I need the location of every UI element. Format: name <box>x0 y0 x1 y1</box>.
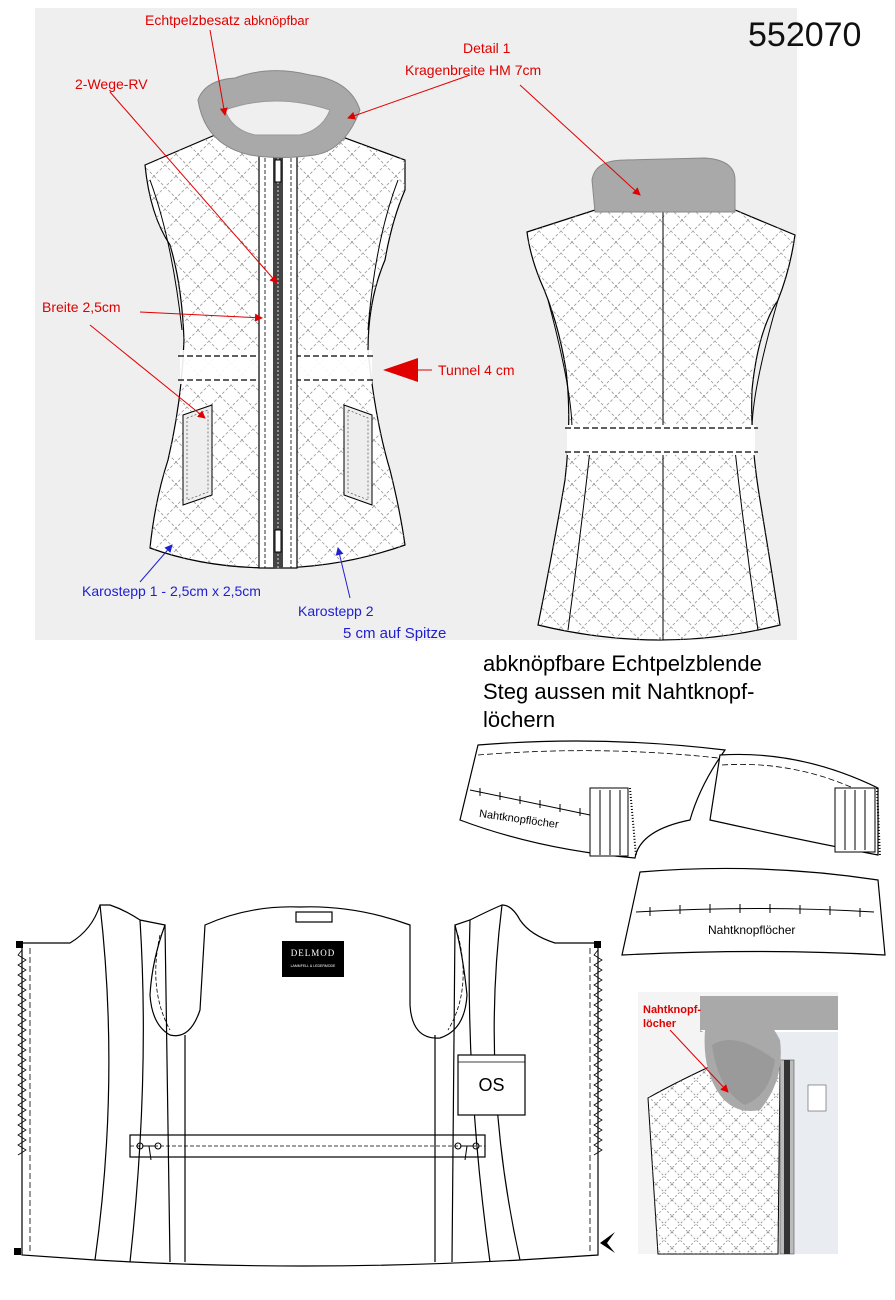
tunnel-arrow <box>383 358 418 382</box>
collar-text-line2: Steg aussen mit Nahtknopf- <box>483 679 755 704</box>
callout-detail-width: Kragenbreite HM 7cm <box>405 62 542 78</box>
collar-piece-3-label: Nahtknopflöcher <box>708 923 796 937</box>
brand-logo: DELMOD <box>290 948 336 958</box>
callout-width: Breite 2,5cm <box>42 299 121 315</box>
collar-piece-1 <box>460 741 725 858</box>
callout-fur-trim <box>145 12 309 28</box>
front-vest <box>145 71 405 568</box>
callout-quilt2-sub: 5 cm auf Spitze <box>343 625 447 642</box>
callout-zipper: 2-Wege-RV <box>75 76 148 92</box>
detail-photo-drawing <box>648 996 838 1254</box>
back-vest <box>527 158 795 640</box>
collar-text-line1: abknöpfbare Echtpelzblende <box>483 651 762 676</box>
collar-text-line3: löchern <box>483 707 556 732</box>
brand-logo-sub: LAMMFELL & LEDERMODE <box>290 964 336 968</box>
article-number: 552070 <box>748 16 862 54</box>
callout-fur-trim-suffix: abknöpfbar <box>243 13 309 28</box>
callout-fur-trim-label: Echtpelzbesatz <box>145 12 240 28</box>
callout-detail-title: Detail 1 <box>463 40 511 56</box>
callout-quilt1: Karostepp 1 - 2,5cm x 2,5cm <box>82 583 261 599</box>
collar-piece-3 <box>622 868 885 955</box>
collar-piece-1-label: Nahtknopflöcher <box>478 808 560 832</box>
pocket-label: OS <box>478 1075 505 1095</box>
callout-tunnel: Tunnel 4 cm <box>438 362 515 378</box>
brand-label <box>282 941 344 977</box>
collar-piece-2 <box>710 754 880 856</box>
detail-label-line1: Nahtknopf- <box>643 1004 702 1016</box>
detail-label-line2: löcher <box>643 1018 677 1030</box>
callout-quilt2: Karostepp 2 <box>298 603 374 619</box>
